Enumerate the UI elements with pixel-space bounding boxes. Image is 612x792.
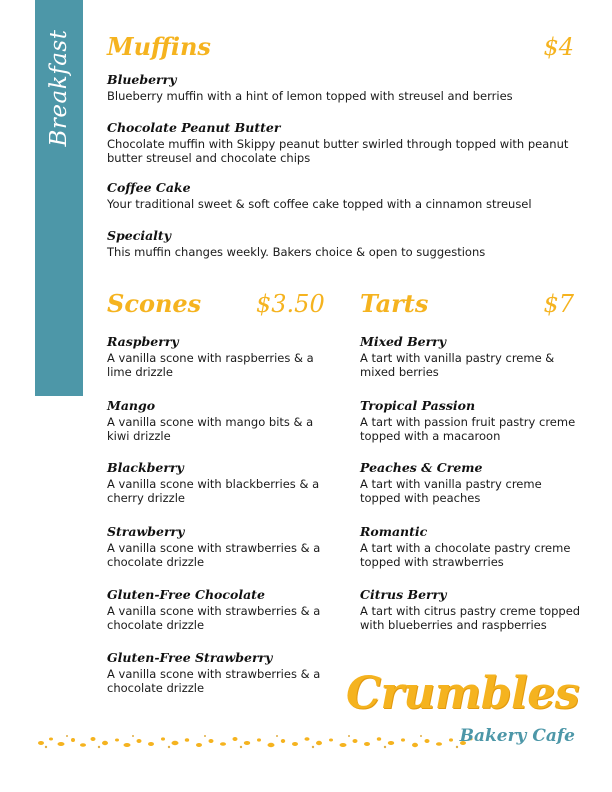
scone-item — [107, 334, 335, 379]
item-name: Citrus Berry — [360, 587, 447, 602]
tart-item — [360, 587, 582, 632]
item-name: Tropical Passion — [360, 398, 476, 413]
muffins-price: $4 — [543, 33, 574, 61]
item-name: Gluten-Free Chocolate — [107, 587, 265, 602]
tart-item — [360, 460, 582, 505]
item-description: A tart with vanilla pastry creme & mixed berries — [360, 351, 555, 379]
tart-item — [360, 398, 582, 443]
item-name: Raspberry — [107, 334, 179, 349]
tart-item — [360, 334, 582, 379]
scone-item — [107, 524, 335, 569]
item-name: Coffee Cake — [107, 180, 191, 195]
tarts-title: Tarts — [360, 289, 429, 318]
logo-name: Crumbles — [346, 668, 579, 719]
item-description: A vanilla scone with strawberries & a chocolate drizzle — [107, 667, 321, 695]
item-name: Romantic — [360, 524, 428, 539]
item-description: A tart with passion fruit pastry creme topped with a macaroon — [360, 415, 576, 443]
scone-item — [107, 650, 335, 695]
muffin-item — [107, 228, 582, 259]
item-name: Gluten-Free Strawberry — [107, 650, 273, 665]
scone-item — [107, 460, 335, 505]
tarts-price: $7 — [543, 290, 574, 318]
item-name: Mango — [107, 398, 156, 413]
muffin-item — [107, 120, 582, 165]
item-name: Mixed Berry — [360, 334, 447, 349]
item-description: A tart with vanilla pastry creme topped with peaches — [360, 477, 542, 505]
scone-item — [107, 587, 335, 632]
item-description: A vanilla scone with blackberries & a cherry drizzle — [107, 477, 320, 505]
item-description: Chocolate muffin with Skippy peanut butter swirled through topped with peanut butter streusel and chocolate chips — [107, 137, 569, 165]
logo-tagline: Bakery Cafe — [459, 726, 575, 746]
item-name: Peaches & Creme — [360, 460, 483, 475]
muffins-title: Muffins — [107, 32, 211, 61]
item-description: A vanilla scone with strawberries & a chocolate drizzle — [107, 604, 321, 632]
scones-title: Scones — [107, 289, 202, 318]
item-name: Blueberry — [107, 72, 177, 87]
sidebar-label: Breakfast — [46, 29, 72, 147]
item-description: A vanilla scone with raspberries & a lime drizzle — [107, 351, 314, 379]
item-description: A tart with a chocolate pastry creme topped with strawberries — [360, 541, 571, 569]
item-description: A vanilla scone with strawberries & a chocolate drizzle — [107, 541, 321, 569]
item-description: This muffin changes weekly. Bakers choice & open to suggestions — [107, 245, 486, 259]
item-name: Chocolate Peanut Butter — [107, 120, 281, 135]
item-name: Blackberry — [107, 460, 184, 475]
muffin-item — [107, 72, 582, 103]
item-description: Your traditional sweet & soft coffee cake topped with a cinnamon streusel — [107, 197, 532, 211]
item-description: Blueberry muffin with a hint of lemon topped with streusel and berries — [107, 89, 513, 103]
muffin-item — [107, 180, 582, 211]
item-name: Strawberry — [107, 524, 185, 539]
scones-price: $3.50 — [256, 290, 325, 318]
item-name: Specialty — [107, 228, 171, 243]
tart-item — [360, 524, 582, 569]
crumbles-logo — [346, 668, 583, 762]
item-description: A tart with citrus pastry creme topped with blueberries and raspberries — [360, 604, 581, 632]
item-description: A vanilla scone with mango bits & a kiwi drizzle — [107, 415, 314, 443]
scone-item — [107, 398, 335, 443]
